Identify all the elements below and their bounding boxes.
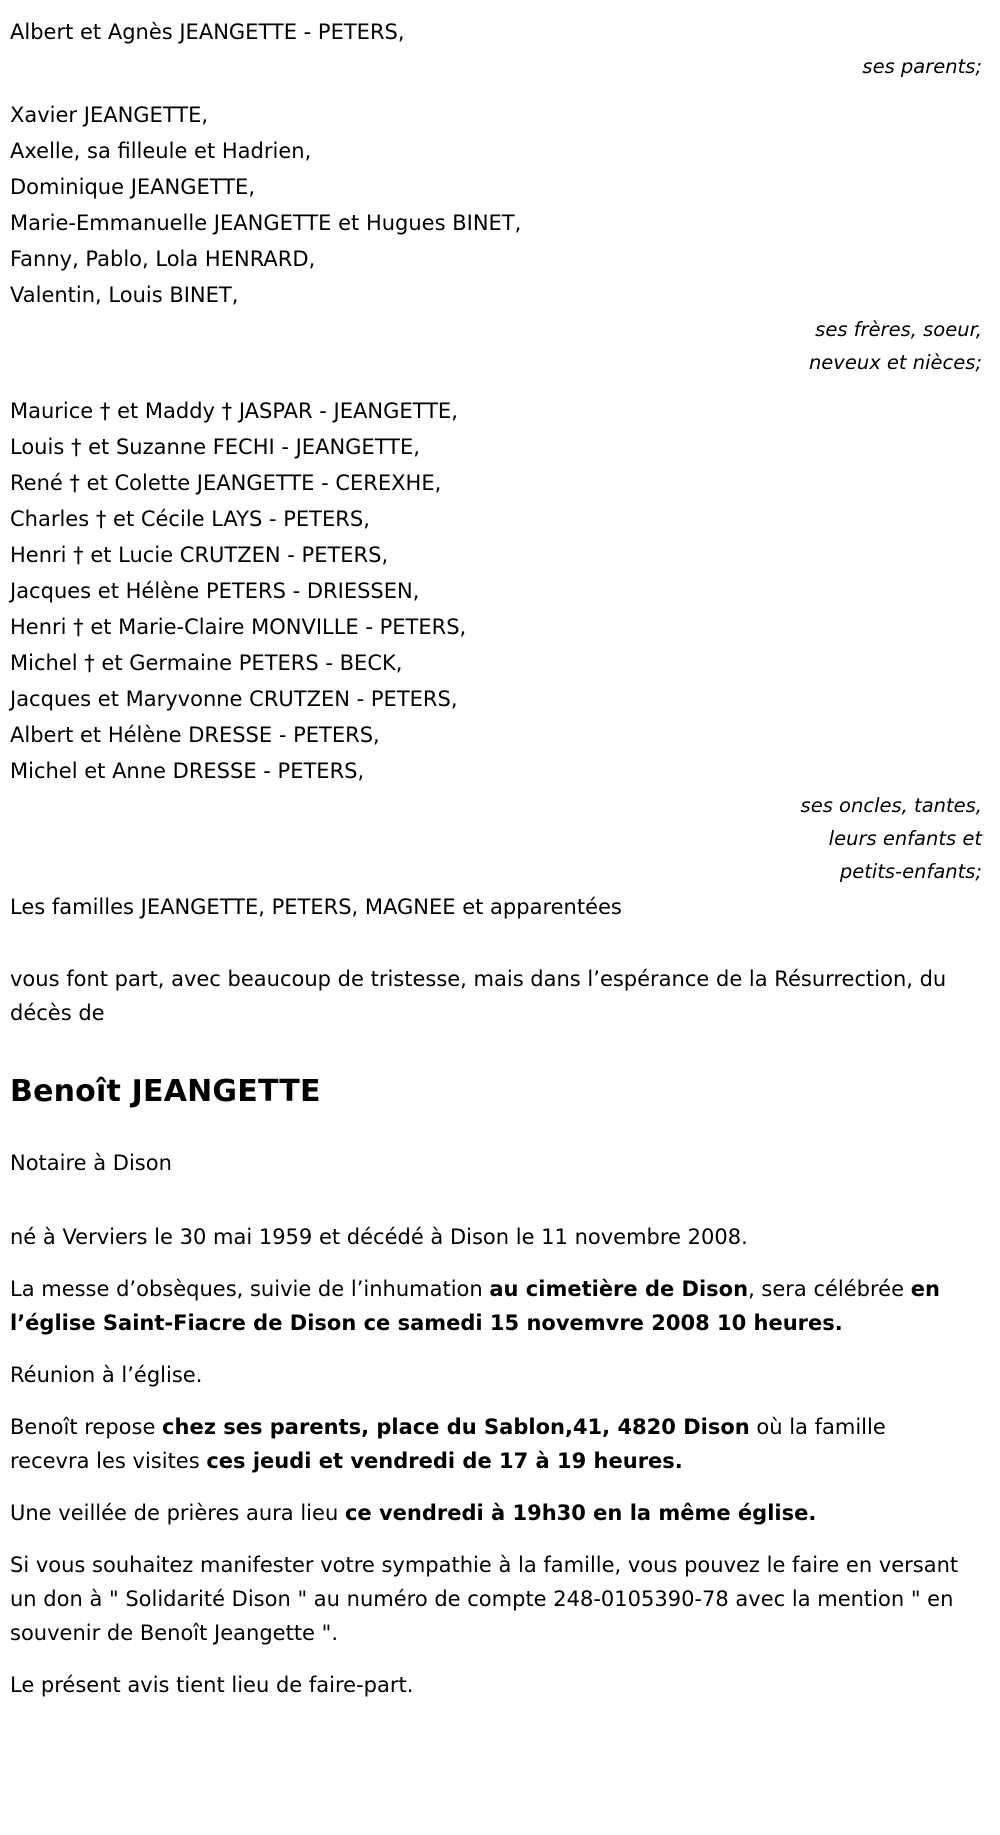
uncle-aunt-line: Louis † et Suzanne FECHI - JEANGETTE, xyxy=(10,435,420,459)
uncle-aunt-line: Jacques et Hélène PETERS - DRIESSEN, xyxy=(10,579,420,603)
emphasis-text: chez ses parents, place du Sablon,41, 4820 Dison xyxy=(162,1415,750,1439)
uncles-relation-label-line2: leurs enfants et xyxy=(828,827,982,850)
uncles-relation-label-line3: petits-enfants; xyxy=(839,860,982,883)
deceased-name: Benoît JEANGETTE xyxy=(10,1074,321,1109)
uncles-relation-label-line1: ses oncles, tantes, xyxy=(800,794,982,817)
spacer xyxy=(10,83,990,97)
uncles-aunts-group xyxy=(10,393,990,888)
paragraph-donation xyxy=(10,1548,970,1650)
uncle-aunt-line: Henri † et Lucie CRUTZEN - PETERS, xyxy=(10,543,389,567)
deceased-profession: Notaire à Dison xyxy=(10,1151,172,1175)
uncle-aunt-line: Michel † et Germaine PETERS - BECK, xyxy=(10,651,403,675)
sibling-line: Dominique JEANGETTE, xyxy=(10,175,255,199)
plain-text: Benoît repose xyxy=(10,1415,163,1439)
plain-text: Une veillée de prières aura lieu xyxy=(10,1501,345,1525)
sibling-line: Axelle, sa filleule et Hadrien, xyxy=(10,139,312,163)
siblings-relation-label-line2: neveux et nièces; xyxy=(808,351,982,374)
uncle-aunt-line: René † et Colette JEANGETTE - CEREXHE, xyxy=(10,471,442,495)
uncle-aunt-line: Albert et Hélène DRESSE - PETERS, xyxy=(10,723,380,747)
sibling-line: Marie-Emmanuelle JEANGETTE et Hugues BINET, xyxy=(10,211,522,235)
sibling-line: Fanny, Pablo, Lola HENRARD, xyxy=(10,247,316,271)
emphasis-text: ce vendredi à 19h30 en la même église. xyxy=(344,1501,817,1525)
uncle-aunt-line: Charles † et Cécile LAYS - PETERS, xyxy=(10,507,370,531)
paragraph-gathering xyxy=(10,1358,970,1392)
uncle-aunt-line: Maurice † et Maddy † JASPAR - JEANGETTE, xyxy=(10,399,458,423)
sibling-line: Valentin, Louis BINET, xyxy=(10,283,239,307)
emphasis-text: ces jeudi et vendredi de 17 à 19 heures. xyxy=(206,1449,683,1473)
uncle-aunt-line: Michel et Anne DRESSE - PETERS, xyxy=(10,759,365,783)
announcement-text: vous font part, avec beaucoup de tristesse, mais dans l’espérance de la Résurrection, du décès de xyxy=(10,967,947,1025)
parents-line: Albert et Agnès JEANGETTE - PETERS, xyxy=(10,20,405,44)
emphasis-text: en l’église Saint-Fiacre de Dison ce samedi 15 novemvre 2008 10 heures. xyxy=(10,1277,940,1335)
paragraph-visits xyxy=(10,1410,970,1478)
paragraph-notice-in-lieu xyxy=(10,1668,970,1702)
siblings-group xyxy=(10,97,990,379)
emphasis-text: au cimetière de Dison xyxy=(489,1277,749,1301)
parents-relation-label: ses parents; xyxy=(862,55,982,78)
families-line: Les familles JEANGETTE, PETERS, MAGNEE et apparentées xyxy=(10,895,622,919)
sibling-line: Xavier JEANGETTE, xyxy=(10,103,209,127)
uncle-aunt-line: Henri † et Marie-Claire MONVILLE - PETERS, xyxy=(10,615,467,639)
paragraph-mass xyxy=(10,1272,970,1340)
notice-paragraphs xyxy=(10,1272,990,1702)
plain-text: La messe d’obsèques, suivie de l’inhumation xyxy=(10,1277,490,1301)
plain-text: Réunion à l’église. xyxy=(10,1363,203,1387)
spacer xyxy=(10,379,990,393)
plain-text: , sera célébrée xyxy=(748,1277,911,1301)
plain-text: Le présent avis tient lieu de faire-part. xyxy=(10,1673,414,1697)
plain-text: où la famille recevra les visites xyxy=(10,1415,886,1473)
uncle-aunt-line: Jacques et Maryvonne CRUTZEN - PETERS, xyxy=(10,687,458,711)
parents-group xyxy=(10,14,990,83)
paragraph-vigil xyxy=(10,1496,970,1530)
siblings-relation-label-line1: ses frères, soeur, xyxy=(815,318,982,341)
birth-death-line: né à Verviers le 30 mai 1959 et décédé à Dison le 11 novembre 2008. xyxy=(10,1225,748,1249)
plain-text: Si vous souhaitez manifester votre sympathie à la famille, vous pouvez le faire en versant un don à " Solidarité Dison " au numéro de compte 248-0105390-78 avec la mention " en souvenir de Benoît Jeangette ". xyxy=(10,1553,959,1645)
